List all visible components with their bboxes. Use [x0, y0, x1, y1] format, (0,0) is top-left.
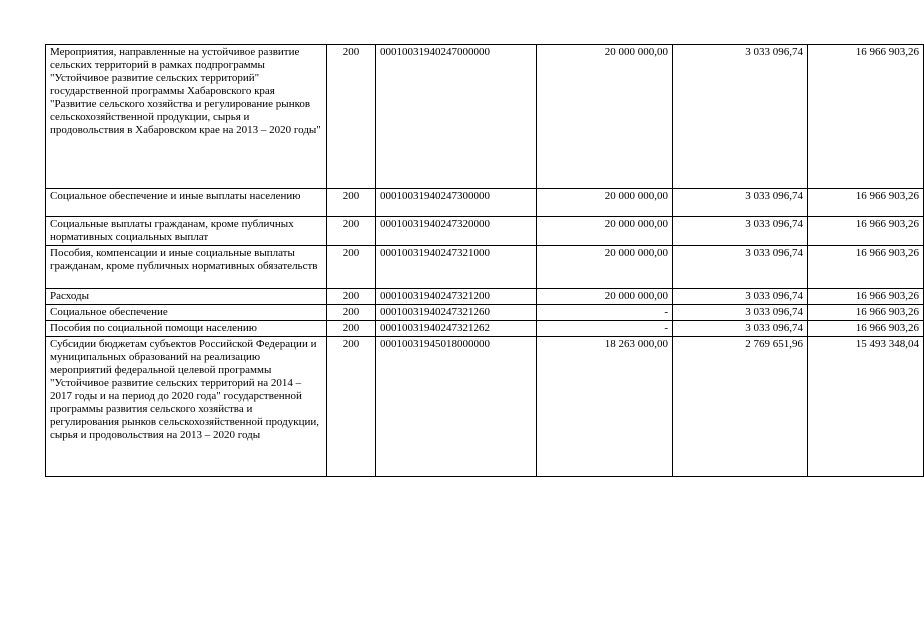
row-name-cell: Социальное обеспечение и иные выплаты населению — [46, 189, 327, 217]
row-kcsr-cell: 00010031940247000000 — [376, 45, 537, 189]
row-name-cell: Пособия, компенсации и иные социальные выплаты гражданам, кроме публичных нормативных обязательств — [46, 246, 327, 289]
row-plan-cell: - — [537, 305, 673, 321]
row-plan-cell: 20 000 000,00 — [537, 45, 673, 189]
row-remaining-cell: 16 966 903,26 — [808, 321, 924, 337]
row-kcsr-cell: 00010031940247321000 — [376, 246, 537, 289]
row-remaining-cell: 16 966 903,26 — [808, 246, 924, 289]
row-plan-cell: 20 000 000,00 — [537, 289, 673, 305]
row-code-cell: 200 — [327, 217, 376, 246]
table-row — [46, 45, 924, 189]
table-row — [46, 217, 924, 246]
table-row — [46, 246, 924, 289]
row-remaining-cell: 15 493 348,04 — [808, 337, 924, 477]
table-row — [46, 321, 924, 337]
row-executed-cell: 3 033 096,74 — [673, 305, 808, 321]
row-remaining-cell: 16 966 903,26 — [808, 305, 924, 321]
row-name-cell: Мероприятия, направленные на устойчивое развитие сельских территорий в рамках подпрограммы "Устойчивое развитие сельских территорий" государственной программы Хабаровского края "Развитие сельского хозяйства и регулирование рынков сельскохозяйственной продукции, сырья и продовольствия в Хабаровском крае на 2013 – 2020 годы" — [46, 45, 327, 189]
row-remaining-cell: 16 966 903,26 — [808, 45, 924, 189]
budget-execution-table — [45, 44, 924, 477]
row-plan-cell: 20 000 000,00 — [537, 246, 673, 289]
row-executed-cell: 3 033 096,74 — [673, 246, 808, 289]
row-kcsr-cell: 00010031940247300000 — [376, 189, 537, 217]
table-row — [46, 305, 924, 321]
row-name-cell: Социальные выплаты гражданам, кроме публичных нормативных социальных выплат — [46, 217, 327, 246]
row-executed-cell: 3 033 096,74 — [673, 189, 808, 217]
row-executed-cell: 2 769 651,96 — [673, 337, 808, 477]
row-kcsr-cell: 00010031940247321200 — [376, 289, 537, 305]
row-kcsr-cell: 00010031940247321262 — [376, 321, 537, 337]
table-row — [46, 337, 924, 477]
row-executed-cell: 3 033 096,74 — [673, 321, 808, 337]
row-remaining-cell: 16 966 903,26 — [808, 217, 924, 246]
row-name-cell: Социальное обеспечение — [46, 305, 327, 321]
row-code-cell: 200 — [327, 246, 376, 289]
row-executed-cell: 3 033 096,74 — [673, 217, 808, 246]
row-name-cell: Расходы — [46, 289, 327, 305]
row-remaining-cell: 16 966 903,26 — [808, 289, 924, 305]
row-code-cell: 200 — [327, 305, 376, 321]
row-kcsr-cell: 00010031940247321260 — [376, 305, 537, 321]
row-kcsr-cell: 00010031940247320000 — [376, 217, 537, 246]
row-code-cell: 200 — [327, 321, 376, 337]
row-executed-cell: 3 033 096,74 — [673, 45, 808, 189]
row-name-cell: Пособия по социальной помощи населению — [46, 321, 327, 337]
table-row — [46, 289, 924, 305]
row-executed-cell: 3 033 096,74 — [673, 289, 808, 305]
row-plan-cell: - — [537, 321, 673, 337]
row-name-cell: Субсидии бюджетам субъектов Российской Федерации и муниципальных образований на реализацию мероприятий федеральной целевой программы "Устойчивое развитие сельских территорий на 2014 – 2017 годы и на период до 2020 года" государственной программы развития сельского хозяйства и регулирования рынков сельскохозяйственной продукции, сырья и продовольствия на 2013 – 2020 годы — [46, 337, 327, 477]
row-plan-cell: 18 263 000,00 — [537, 337, 673, 477]
row-code-cell: 200 — [327, 45, 376, 189]
row-kcsr-cell: 00010031945018000000 — [376, 337, 537, 477]
row-code-cell: 200 — [327, 189, 376, 217]
row-plan-cell: 20 000 000,00 — [537, 189, 673, 217]
row-remaining-cell: 16 966 903,26 — [808, 189, 924, 217]
table-row — [46, 189, 924, 217]
row-code-cell: 200 — [327, 337, 376, 477]
row-plan-cell: 20 000 000,00 — [537, 217, 673, 246]
row-code-cell: 200 — [327, 289, 376, 305]
